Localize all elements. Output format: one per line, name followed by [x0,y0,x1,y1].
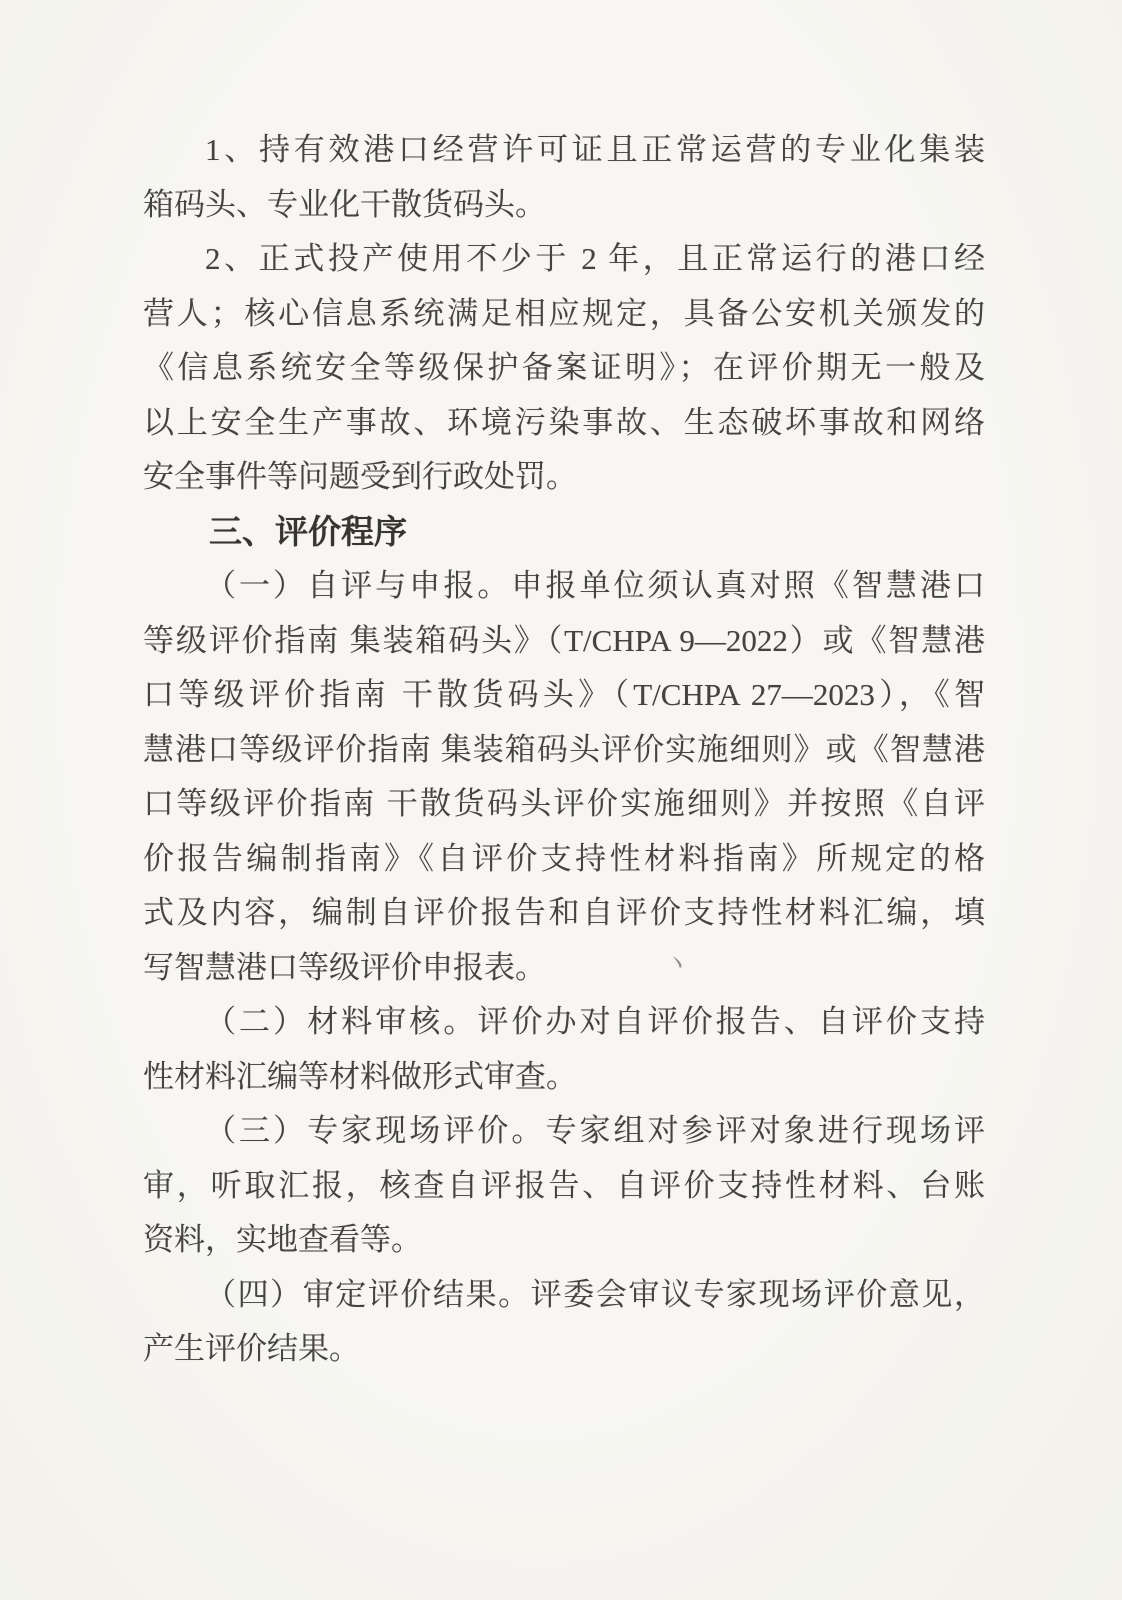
text-line: 口等级评价指南 干散货码头评价实施细则》并按照《自评 [143,786,985,821]
text-line: （三）专家现场评价。专家组对参评对象进行现场评 [205,1113,985,1148]
text-line: 式及内容，编制自评价报告和自评价支持性材料汇编，填 [143,895,985,930]
text-line: 安全事件等问题受到行政处罚。 [143,459,577,494]
text-line: 产生评价结果。 [143,1331,360,1366]
text-line: （一）自评与申报。申报单位须认真对照《智慧港口 [205,568,985,603]
text-line: 审，听取汇报，核查自评报告、自评价支持性材料、台账 [143,1167,985,1203]
text-line: 《信息系统安全等级保护备案证明》；在评价期无一般及 [143,350,985,385]
text-line: 性材料汇编等材料做形式审查。 [143,1058,577,1094]
text-line: 1、持有效港口经营许可证且正常运营的专业化集装 [205,132,985,167]
text-line: （二）材料审核。评价办对自评价报告、自评价支持 [205,1004,985,1039]
scan-artifact-mark: 丶 [661,948,692,981]
text-line: 口等级评价指南 干散货码头》（T/CHPA 27—2023），《智 [143,677,985,712]
text-line: 箱码头、专业化干散货码头。 [143,186,546,222]
text-line: 以上安全生产事故、环境污染事故、生态破坏事故和网络 [143,404,985,440]
text-line: 价报告编制指南》《自评价支持性材料指南》所规定的格 [143,840,985,876]
document-text-block [143,123,985,1377]
text-line: 等级评价指南 集装箱码头》（T/CHPA 9—2022）或《智慧港 [143,622,985,658]
text-line: 营人；核心信息系统满足相应规定，具备公安机关颁发的 [143,295,985,331]
text-line: 资料，实地查看等。 [143,1222,422,1257]
text-line: （四）审定评价结果。评委会审议专家现场评价意见， [205,1276,985,1312]
text-line: 2、正式投产使用不少于 2 年，且正常运行的港口经 [205,241,985,276]
text-line: 写智慧港口等级评价申报表。 [143,949,546,985]
text-line: 慧港口等级评价指南 集装箱码头评价实施细则》或《智慧港 [143,731,985,767]
section-heading: 三、评价程序 [209,512,407,550]
